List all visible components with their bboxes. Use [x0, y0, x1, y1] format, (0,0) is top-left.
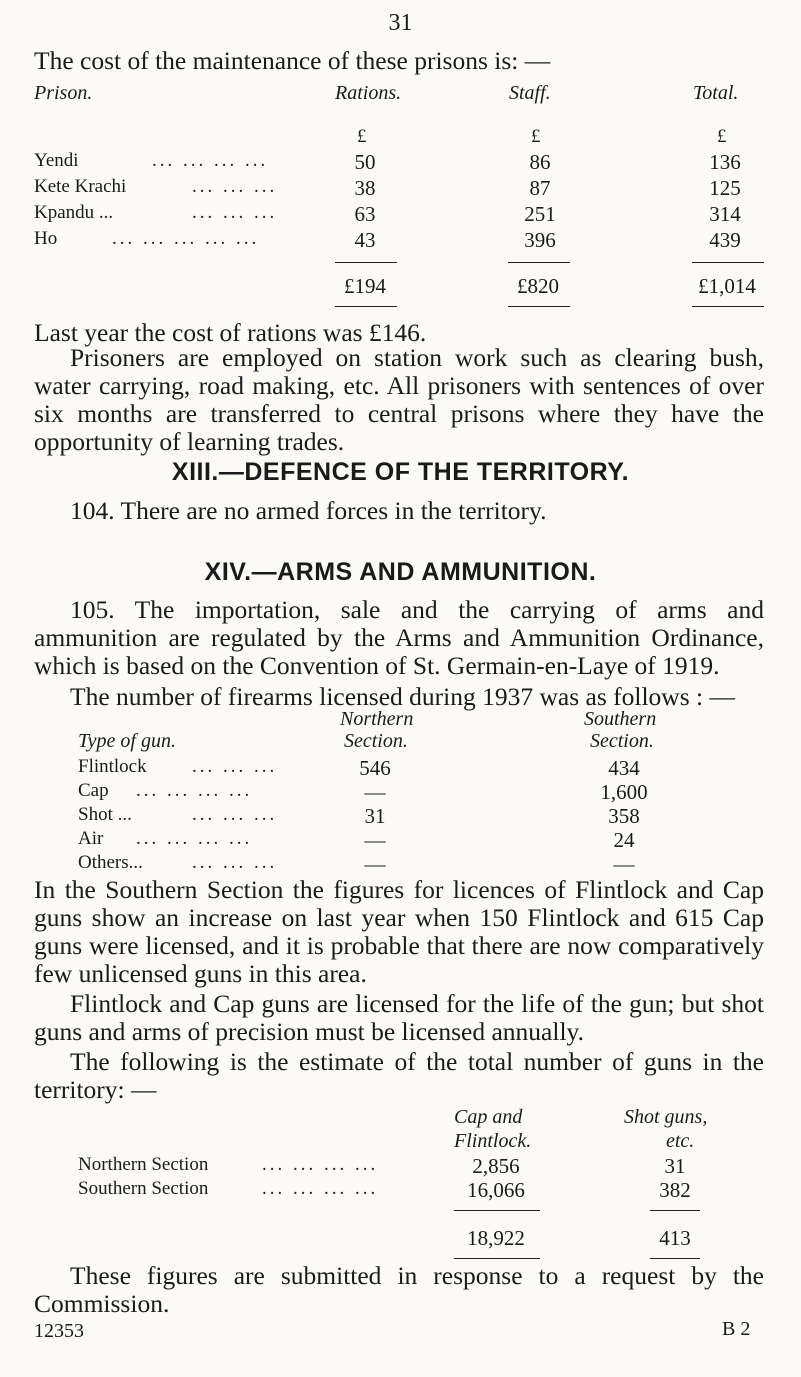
header-northern-2: Section. — [344, 730, 408, 752]
rule-cap-bottom — [454, 1258, 540, 1259]
gun-type: Cap — [78, 780, 109, 801]
header-type: Type of gun. — [78, 730, 176, 752]
leader-dots: ... ... ... ... — [262, 1178, 379, 1199]
header-cap-1: Cap and — [454, 1106, 523, 1128]
southern-value: 358 — [608, 804, 640, 828]
gun-type: Shot ... — [78, 804, 132, 825]
rule-cap-top — [454, 1210, 540, 1211]
leader-dots: ... ... ... — [192, 176, 278, 197]
total-value: 439 — [709, 228, 741, 252]
rations-value: 43 — [354, 228, 376, 252]
header-shot-1: Shot guns, — [624, 1106, 708, 1128]
prisoners-paragraph: Prisoners are employed on station work such as clearing bush, water carrying, road making, etc. All prisoners with sentences of over six months are transferred to central prisons where they have the opportunity of learning trades. — [34, 343, 764, 456]
shot-guns-value: 382 — [659, 1178, 691, 1202]
section-name: Southern Section — [78, 1178, 209, 1199]
currency-rations: £ — [357, 126, 367, 147]
rule-staff-top — [508, 262, 570, 263]
header-prison: Prison. — [34, 82, 93, 104]
header-shot-2: etc. — [666, 1130, 695, 1152]
rations-value: 38 — [354, 176, 376, 200]
total-value: 136 — [709, 150, 741, 174]
leader-dots: ... ... ... ... — [152, 150, 269, 171]
footer-signature-mark: B 2 — [722, 1318, 751, 1340]
northern-value: — — [364, 828, 386, 852]
northern-value: 546 — [359, 756, 391, 780]
cap-flintlock-total: 18,922 — [467, 1226, 525, 1250]
northern-value: — — [364, 780, 386, 804]
commission-paragraph: These figures are submitted in response to a request by the Commission. — [34, 1261, 764, 1318]
leader-dots: ... ... ... ... — [136, 828, 253, 849]
staff-value: 251 — [524, 202, 556, 226]
intro-text: The cost of the maintenance of these prisons is: — — [34, 46, 551, 75]
staff-value: 87 — [529, 176, 551, 200]
rule-rations-top — [335, 262, 397, 263]
header-staff: Staff. — [509, 82, 551, 104]
rule-shot-top — [650, 1210, 700, 1211]
total-value: 125 — [709, 176, 741, 200]
rations-value: 63 — [354, 202, 376, 226]
southern-value: — — [613, 852, 635, 876]
header-northern-1: Northern — [340, 708, 414, 730]
leader-dots: ... ... ... ... — [136, 780, 253, 801]
page-number: 31 — [388, 10, 413, 36]
staff-value: 396 — [524, 228, 556, 252]
leader-dots: ... ... ... — [192, 852, 278, 873]
southern-value: 1,600 — [600, 780, 648, 804]
header-rations: Rations. — [335, 82, 402, 104]
southern-section-paragraph: In the Southern Section the figures for licences of Flintlock and Cap guns show an increase on last year when 150 Flintlock and 615 Cap guns were licensed, and it is probable that there are now comparatively few unlicensed guns in this area. — [34, 875, 764, 988]
header-southern-2: Section. — [590, 730, 654, 752]
rule-shot-bottom — [650, 1258, 700, 1259]
leader-dots: ... ... ... — [192, 756, 278, 777]
northern-value: — — [364, 852, 386, 876]
prison-name: Kpandu ... — [34, 202, 114, 223]
northern-value: 31 — [364, 804, 386, 828]
total-value: 314 — [709, 202, 741, 226]
rations-total: £194 — [344, 274, 386, 298]
grand-total: £1,014 — [698, 274, 756, 298]
southern-value: 24 — [613, 828, 635, 852]
cap-flintlock-value: 16,066 — [467, 1178, 525, 1202]
prison-name: Kete Krachi — [34, 176, 127, 197]
shot-guns-total: 413 — [659, 1226, 691, 1250]
section-name: Northern Section — [78, 1154, 209, 1175]
prison-name: Yendi — [34, 150, 79, 171]
rule-rations-bottom — [335, 306, 397, 307]
gun-type: Flintlock — [78, 756, 147, 777]
header-total: Total. — [693, 82, 739, 104]
staff-total: £820 — [517, 274, 559, 298]
leader-dots: ... ... ... — [192, 804, 278, 825]
leader-dots: ... ... ... ... — [262, 1154, 379, 1175]
rule-total-top — [692, 262, 764, 263]
header-cap-2: Flintlock. — [454, 1130, 532, 1152]
paragraph-104: 104. There are no armed forces in the territory. — [70, 496, 547, 525]
rule-total-bottom — [692, 306, 764, 307]
gun-type: Air — [78, 828, 104, 849]
currency-total: £ — [717, 126, 727, 147]
rations-paragraph: Last year the cost of rations was £146. — [34, 318, 427, 347]
gun-type: Others... — [78, 852, 143, 873]
leader-dots: ... ... ... — [192, 202, 278, 223]
leader-dots: ... ... ... ... ... — [112, 228, 260, 249]
staff-value: 86 — [529, 150, 551, 174]
paragraph-105: 105. The importation, sale and the carrying of arms and ammunition are regulated by the Arms and Ammunition Ordinance, which is based on the Convention of St. Germain-en-Laye of 1919. — [34, 595, 764, 680]
southern-value: 434 — [608, 756, 640, 780]
firearms-paragraph: The number of firearms licensed during 1937 was as follows : — — [70, 682, 735, 711]
footer-print-number: 12353 — [34, 1320, 84, 1342]
rule-staff-bottom — [508, 306, 570, 307]
section-heading-defence: XIII.—DEFENCE OF THE TERRITORY. — [171, 458, 630, 486]
currency-staff: £ — [531, 126, 541, 147]
prison-name: Ho — [34, 228, 58, 249]
shot-guns-value: 31 — [664, 1154, 686, 1178]
estimate-paragraph: The following is the estimate of the total number of guns in the territory: — — [34, 1047, 764, 1104]
rations-value: 50 — [354, 150, 376, 174]
licensing-paragraph: Flintlock and Cap guns are licensed for the life of the gun; but shot guns and arms of precision must be licensed annually. — [34, 989, 764, 1046]
section-heading-arms: XIV.—ARMS AND AMMUNITION. — [204, 558, 597, 586]
header-southern-1: Southern — [584, 708, 657, 730]
cap-flintlock-value: 2,856 — [472, 1154, 520, 1178]
